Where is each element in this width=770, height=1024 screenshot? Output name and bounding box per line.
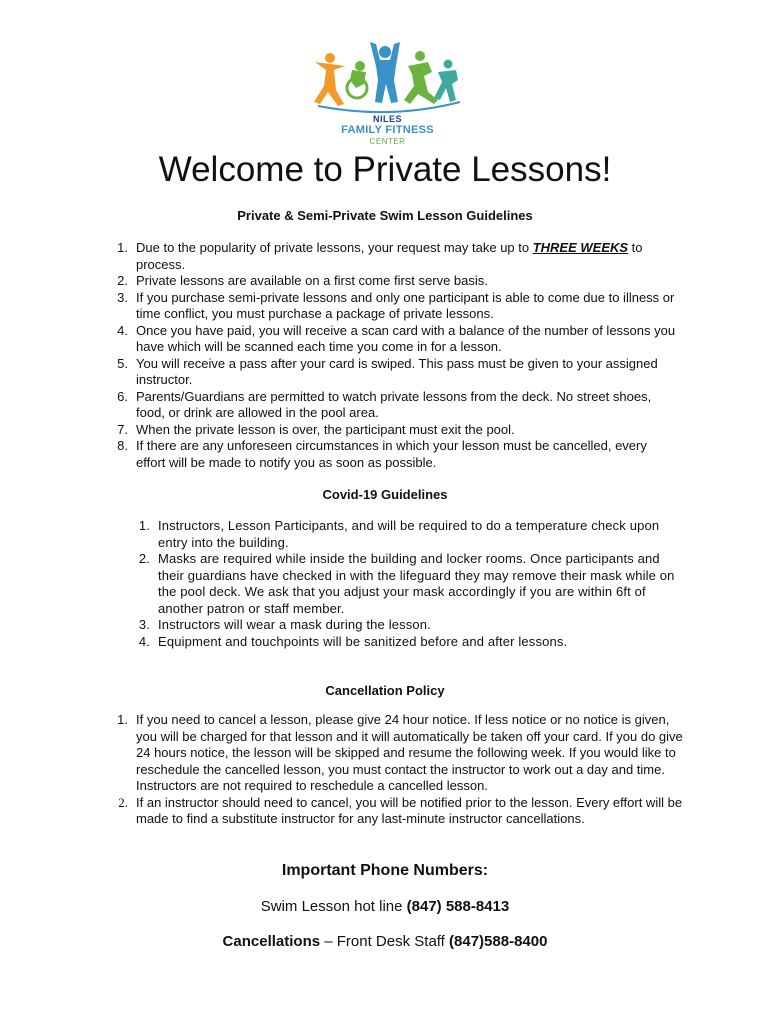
swim-guidelines-heading: Private & Semi-Private Swim Lesson Guidelines (237, 208, 533, 223)
list-item-number: 8. (117, 438, 128, 453)
list-item (116, 273, 676, 290)
list-item-text: If there are any unforeseen circumstances in which your lesson must be cancelled, every effort will be made to notify you as soon as possible. (136, 438, 647, 470)
logo-family-fitness-text: FAMILY FITNESS (341, 124, 434, 136)
phone-numbers-heading: Important Phone Numbers: (281, 862, 489, 879)
swim-guidelines-list (116, 240, 676, 471)
list-item-number: 2. (118, 794, 128, 810)
list-item-number: 4. (117, 322, 128, 338)
list-item (116, 389, 676, 422)
list-item-text: Instructors, Lesson Participants, and will be required to do a temperature check upon entry into the building. (158, 518, 660, 550)
emphasis-text: THREE WEEKS (532, 240, 629, 255)
list-item-text: Due to the popularity of private lessons, your request may take up to (136, 240, 533, 255)
list-item (136, 617, 681, 634)
list-item-number: 5. (117, 355, 128, 371)
cancellation-policy-heading: Cancellation Policy (325, 683, 445, 698)
list-item (136, 551, 681, 617)
list-item-text: If you purchase semi-private lessons and only one participant is able to come due to illness or time conflict, you must purchase a package of private lessons. (136, 289, 675, 321)
list-item (116, 795, 686, 828)
list-item-text: Once you have paid, you will receive a scan card with a balance of the number of lessons you have which will be scanned each time you come in for a lesson. (136, 322, 676, 354)
list-item (136, 518, 681, 551)
list-item-number: 1. (117, 240, 128, 255)
cancellation-policy-list (116, 712, 686, 828)
cancellations-line (0, 933, 770, 950)
list-item-number: 1. (138, 518, 150, 533)
list-item-number: 3. (138, 617, 150, 632)
covid-guidelines-heading: Covid-19 Guidelines (322, 487, 448, 502)
list-item-text: to process. (136, 240, 643, 272)
niles-family-fitness-logo (300, 40, 475, 150)
list-item (116, 323, 676, 356)
list-item (116, 240, 676, 273)
cancellations-dash-text: – Front Desk Staff (320, 933, 450, 950)
cancellations-label: Cancellations (222, 933, 321, 950)
list-item-text: Equipment and touchpoints will be sanitized before and after lessons. (158, 633, 568, 649)
list-item-text: Parents/Guardians are permitted to watch private lessons from the deck. No street shoes, food, or drink are allowed in the pool area. (136, 388, 652, 420)
logo-center-text: CENTER (369, 137, 406, 146)
list-item-number: 3. (117, 289, 128, 305)
hotline-line (0, 898, 770, 915)
list-item (116, 356, 676, 389)
list-item-text: You will receive a pass after your card is swiped. This pass must be given to your assigned instructor. (136, 355, 658, 387)
list-item-text: Masks are required while inside the building and locker rooms. Once participants and their guardians have checked in with the lifeguard they may remove their mask while on the pool deck. We ask that you adjust your mask accordingly if you are within 6ft of another patron or staff member. (158, 551, 675, 616)
list-item-text: If you need to cancel a lesson, please give 24 hour notice. If less notice or no notice is given, you will be charged for that lesson and it will automatically be taken off your card. If you do give 24 hours notice, the lesson will be skipped and resume the following week. If you would like to reschedule the cancelled lesson, you must contact the instructor to work out a day and time. Instructors are not required to reschedule a cancelled lesson. (136, 712, 683, 793)
list-item-number: 7. (117, 421, 128, 437)
hotline-number: (847) 588-8413 (406, 898, 510, 915)
athletes-logo-graphic (300, 40, 475, 115)
logo-niles-text: NILES (372, 114, 402, 124)
list-item-text: When the private lesson is over, the participant must exit the pool. (136, 421, 515, 437)
list-item-text: Instructors will wear a mask during the lesson. (158, 617, 431, 632)
page-title: Welcome to Private Lessons! (158, 150, 612, 189)
list-item (116, 422, 676, 439)
list-item (136, 634, 681, 651)
list-item-number: 4. (138, 633, 150, 649)
covid-guidelines-list (136, 518, 681, 650)
cancellations-number: (847)588-8400 (449, 933, 548, 950)
list-item-number: 1. (117, 712, 128, 727)
list-item (116, 712, 686, 795)
list-item-number: 2. (138, 551, 150, 566)
list-item (116, 438, 676, 471)
list-item-text: If an instructor should need to cancel, you will be notified prior to the lesson. Every effort will be made to find a substitute instructor for any last-minute instructor cancellations. (136, 794, 683, 826)
list-item-number: 2. (117, 273, 128, 288)
list-item (116, 290, 676, 323)
list-item-number: 6. (117, 388, 128, 404)
list-item-text: Private lessons are available on a first come first serve basis. (136, 273, 488, 288)
hotline-label: Swim Lesson hot line (260, 898, 407, 915)
